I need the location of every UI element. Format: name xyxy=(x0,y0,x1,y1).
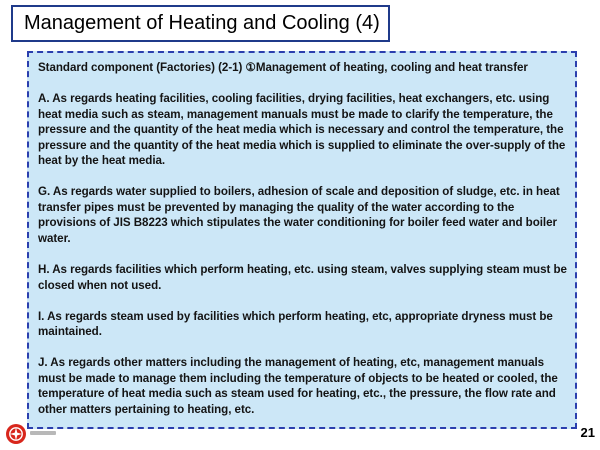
organization-logo-icon xyxy=(5,423,27,445)
paragraph-g: G. As regards water supplied to boilers, adhesion of scale and deposition of sludge, etc. in heat transfer pipes must be prevented by managing the quality of the water according to the provisions of JIS B8223 which stipulates the water conditioning for boiler feed water and boiler water. xyxy=(38,185,560,246)
paragraph-h: H. As regards facilities which perform heating, etc. using steam, valves supplying steam must be closed when not used. xyxy=(38,263,567,292)
paragraph-i: I. As regards steam used by facilities which perform heating, etc, appropriate dryness must be maintained. xyxy=(38,309,553,339)
intro-paragraph: Standard component (Factories) (2-1) ①Management of heating, cooling and heat transfer xyxy=(38,61,528,74)
logo-caption xyxy=(30,431,56,435)
page-number: 21 xyxy=(580,425,595,440)
paragraph-a: A. As regards heating facilities, cooling facilities, drying facilities, heat exchangers, etc. using heat media such as steam, management manuals must be made to clarify the temperature, the pressure and the quantity of the heat media which is necessary and control the temperature, the pressure and the quantity of the heat media which is supplied to eliminate the over-supply of the heat by the heat media. xyxy=(38,92,566,168)
paragraph-j: J. As regards other matters including the management of heating, etc, management manuals must be made to manage them including the temperature of objects to be heated or cooled, the temperature of heat media such as steam used for heating, etc., the pressure, the flow rate and other matters pertaining to heating, etc. xyxy=(38,356,558,417)
slide-title: Management of Heating and Cooling (4) xyxy=(24,12,380,34)
content-box xyxy=(27,51,577,429)
title-box xyxy=(11,5,390,42)
